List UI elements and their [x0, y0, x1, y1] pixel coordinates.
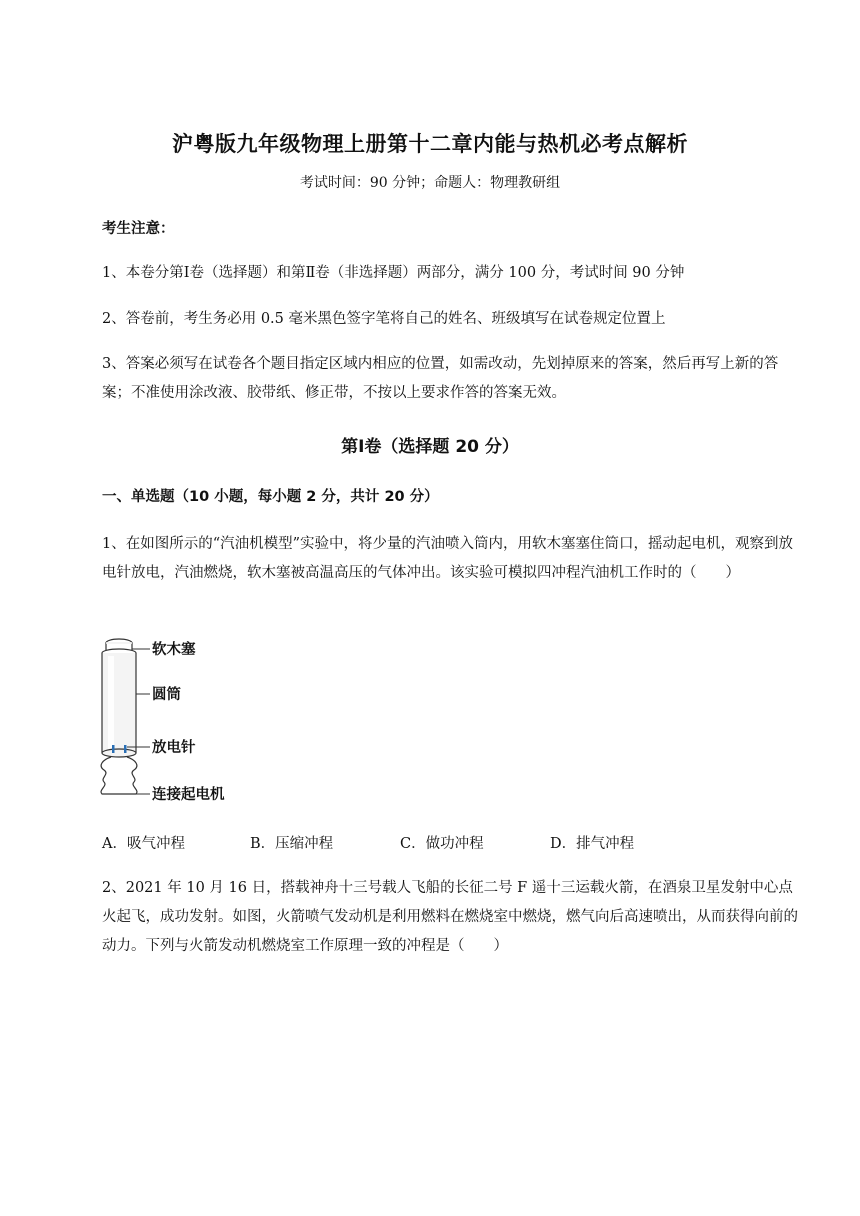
- engine-model-diagram: [96, 632, 256, 812]
- label-cylinder: 圆筒: [152, 687, 181, 703]
- label-cork: 软木塞: [152, 642, 196, 658]
- question-1-options: [102, 832, 802, 856]
- part-heading: 一、单选题（10 小题，每小题 2 分，共计 20 分）: [102, 489, 439, 505]
- exam-subtitle: 考试时间：90 分钟；命题人：物理教研组: [299, 175, 561, 191]
- question-1-text: 1、在如图所示的“汽油机模型”实验中，将少量的汽油喷入筒内，用软木塞塞住筒口，摇动起电机，观察到放电针放电，汽油燃烧，软木塞被高温高压的气体冲出。该实验可模拟四冲程汽油机工作时的（ ）: [102, 536, 794, 581]
- option-b[interactable]: B．压缩冲程: [250, 836, 334, 852]
- option-d[interactable]: D．排气冲程: [550, 836, 635, 852]
- notice-item-1: 1、本卷分第Ⅰ卷（选择题）和第Ⅱ卷（非选择题）两部分，满分 100 分，考试时间 90 分钟: [102, 265, 685, 281]
- discharge-needle-right: [124, 745, 127, 753]
- question-2-text: 2、2021 年 10 月 16 日，搭载神舟十三号载人飞船的长征二号 F 遥十三运载火箭，在酒泉卫星发射中心点火起飞，成功发射。如图，火箭喷气发动机是利用燃料在燃烧室中燃烧，燃气向后高速喷出，从而获得向前的动力。下列与火箭发动机燃烧室工作原理一致的冲程是（ ）: [102, 880, 798, 954]
- notice-item-2: 2、答卷前，考生务必用 0.5 毫米黑色签字笔将自己的姓名、班级填写在试卷规定位置上: [102, 311, 666, 327]
- notice-item-3: 3、答案必须写在试卷各个题目指定区域内相应的位置，如需改动，先划掉原来的答案，然后再写上新的答案；不准使用涂改液、胶带纸、修正带，不按以上要求作答的答案无效。: [102, 356, 779, 401]
- label-needle: 放电针: [152, 740, 196, 756]
- gasoline-engine-model-figure: [96, 632, 256, 812]
- section-title: 第Ⅰ卷（选择题 20 分）: [341, 437, 519, 457]
- discharge-needle-left: [112, 745, 115, 753]
- label-generator: 连接起电机: [152, 787, 225, 803]
- cylinder-bottom: [102, 749, 136, 757]
- generator-wires: [101, 757, 137, 794]
- notice-heading: 考生注意：: [102, 221, 175, 237]
- cylinder-body: [102, 653, 136, 753]
- option-c[interactable]: C．做功冲程: [400, 836, 484, 852]
- exam-title: 沪粤版九年级物理上册第十二章内能与热机必考点解析: [172, 132, 688, 156]
- option-a[interactable]: A．吸气冲程: [102, 836, 185, 852]
